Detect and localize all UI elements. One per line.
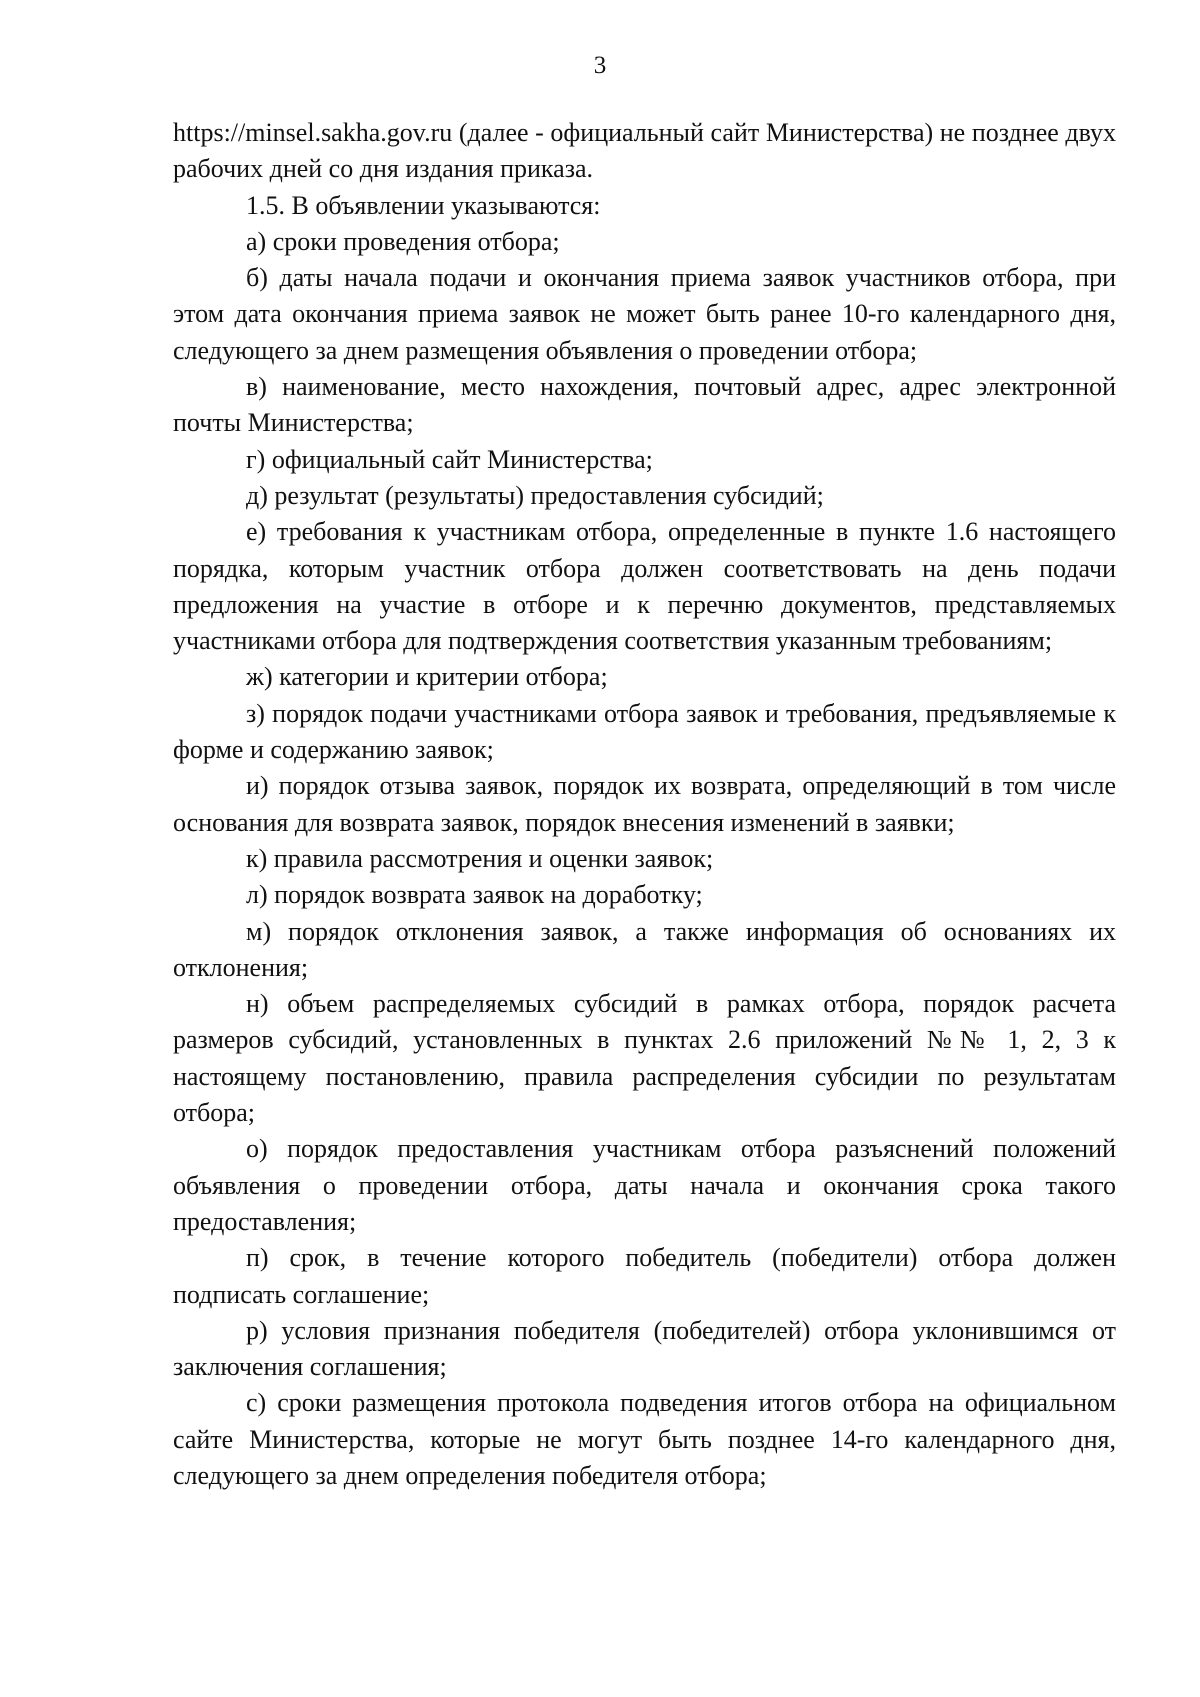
paragraph-item-l: л) порядок возврата заявок на доработку; <box>246 880 703 910</box>
paragraph-item-z: з) порядок подачи участниками отбора заявок и требования, предъявляемые к форме и содержанию заявок; <box>173 698 1116 765</box>
paragraph-item-g: г) официальный сайт Министерства; <box>246 444 653 474</box>
paragraph-item-p: п) срок, в течение которого победитель (победители) отбора должен подписать соглашение; <box>173 1243 1116 1309</box>
paragraph-item-v: в) наименование, место нахождения, почтовый адрес, адрес электронной почты Министерства; <box>173 372 1116 438</box>
paragraph-item-d: д) результат (результаты) предоставления субсидий; <box>246 480 824 510</box>
paragraph-site-continuation: https://minsel.sakha.gov.ru (далее - официальный сайт Министерства) не позднее двух рабочих дней со дня издания приказа. <box>173 118 1116 184</box>
paragraph-item-e: е) требования к участникам отбора, определенные в пункте 1.6 настоящего порядка, которым участник отбора должен соответствовать на день подачи предложения на участие в отборе и к перечню документов, представляемых участниками отбора для подтверждения соответствия указанным требованиям; <box>173 517 1116 656</box>
paragraph-item-a: а) сроки проведения отбора; <box>246 226 560 256</box>
paragraph-item-b: б) даты начала подачи и окончания приема заявок участников отбора, при этом дата окончания приема заявок не может быть ранее 10-го календарного дня, следующего за днем размещения объявления о проведении отбора; <box>173 263 1116 365</box>
paragraph-item-k: к) правила рассмотрения и оценки заявок; <box>246 843 714 873</box>
paragraph-item-s: с) сроки размещения протокола подведения итогов отбора на официальном сайте Министерства, которые не могут быть позднее 14-го календарного дня, следующего за днем определения победителя отбора; <box>173 1388 1116 1490</box>
paragraph-item-r: р) условия признания победителя (победителей) отбора уклонившимся от заключения соглашения; <box>173 1315 1116 1382</box>
paragraph-item-o: о) порядок предоставления участникам отбора разъяснений положений объявления о проведении отбора, даты начала и окончания срока такого предоставления; <box>173 1134 1116 1236</box>
document-body <box>173 115 1116 1494</box>
paragraph-item-zh: ж) категории и критерии отбора; <box>246 662 608 692</box>
paragraph-item-i: и) порядок отзыва заявок, порядок их возврата, определяющий в том числе основания для возврата заявок, порядок внесения изменений в заявки; <box>173 771 1116 837</box>
paragraph-item-n: н) объем распределяемых субсидий в рамках отбора, порядок расчета размеров субсидий, установленных в пунктах 2.6 приложений №№ 1, 2, 3 к настоящему постановлению, правила распределения субсидии по результатам отбора; <box>173 989 1116 1128</box>
paragraph-1-5: 1.5. В объявлении указываются: <box>246 190 601 220</box>
page-number: 3 <box>593 52 607 79</box>
paragraph-item-m: м) порядок отклонения заявок, а также информация об основаниях их отклонения; <box>173 916 1116 982</box>
